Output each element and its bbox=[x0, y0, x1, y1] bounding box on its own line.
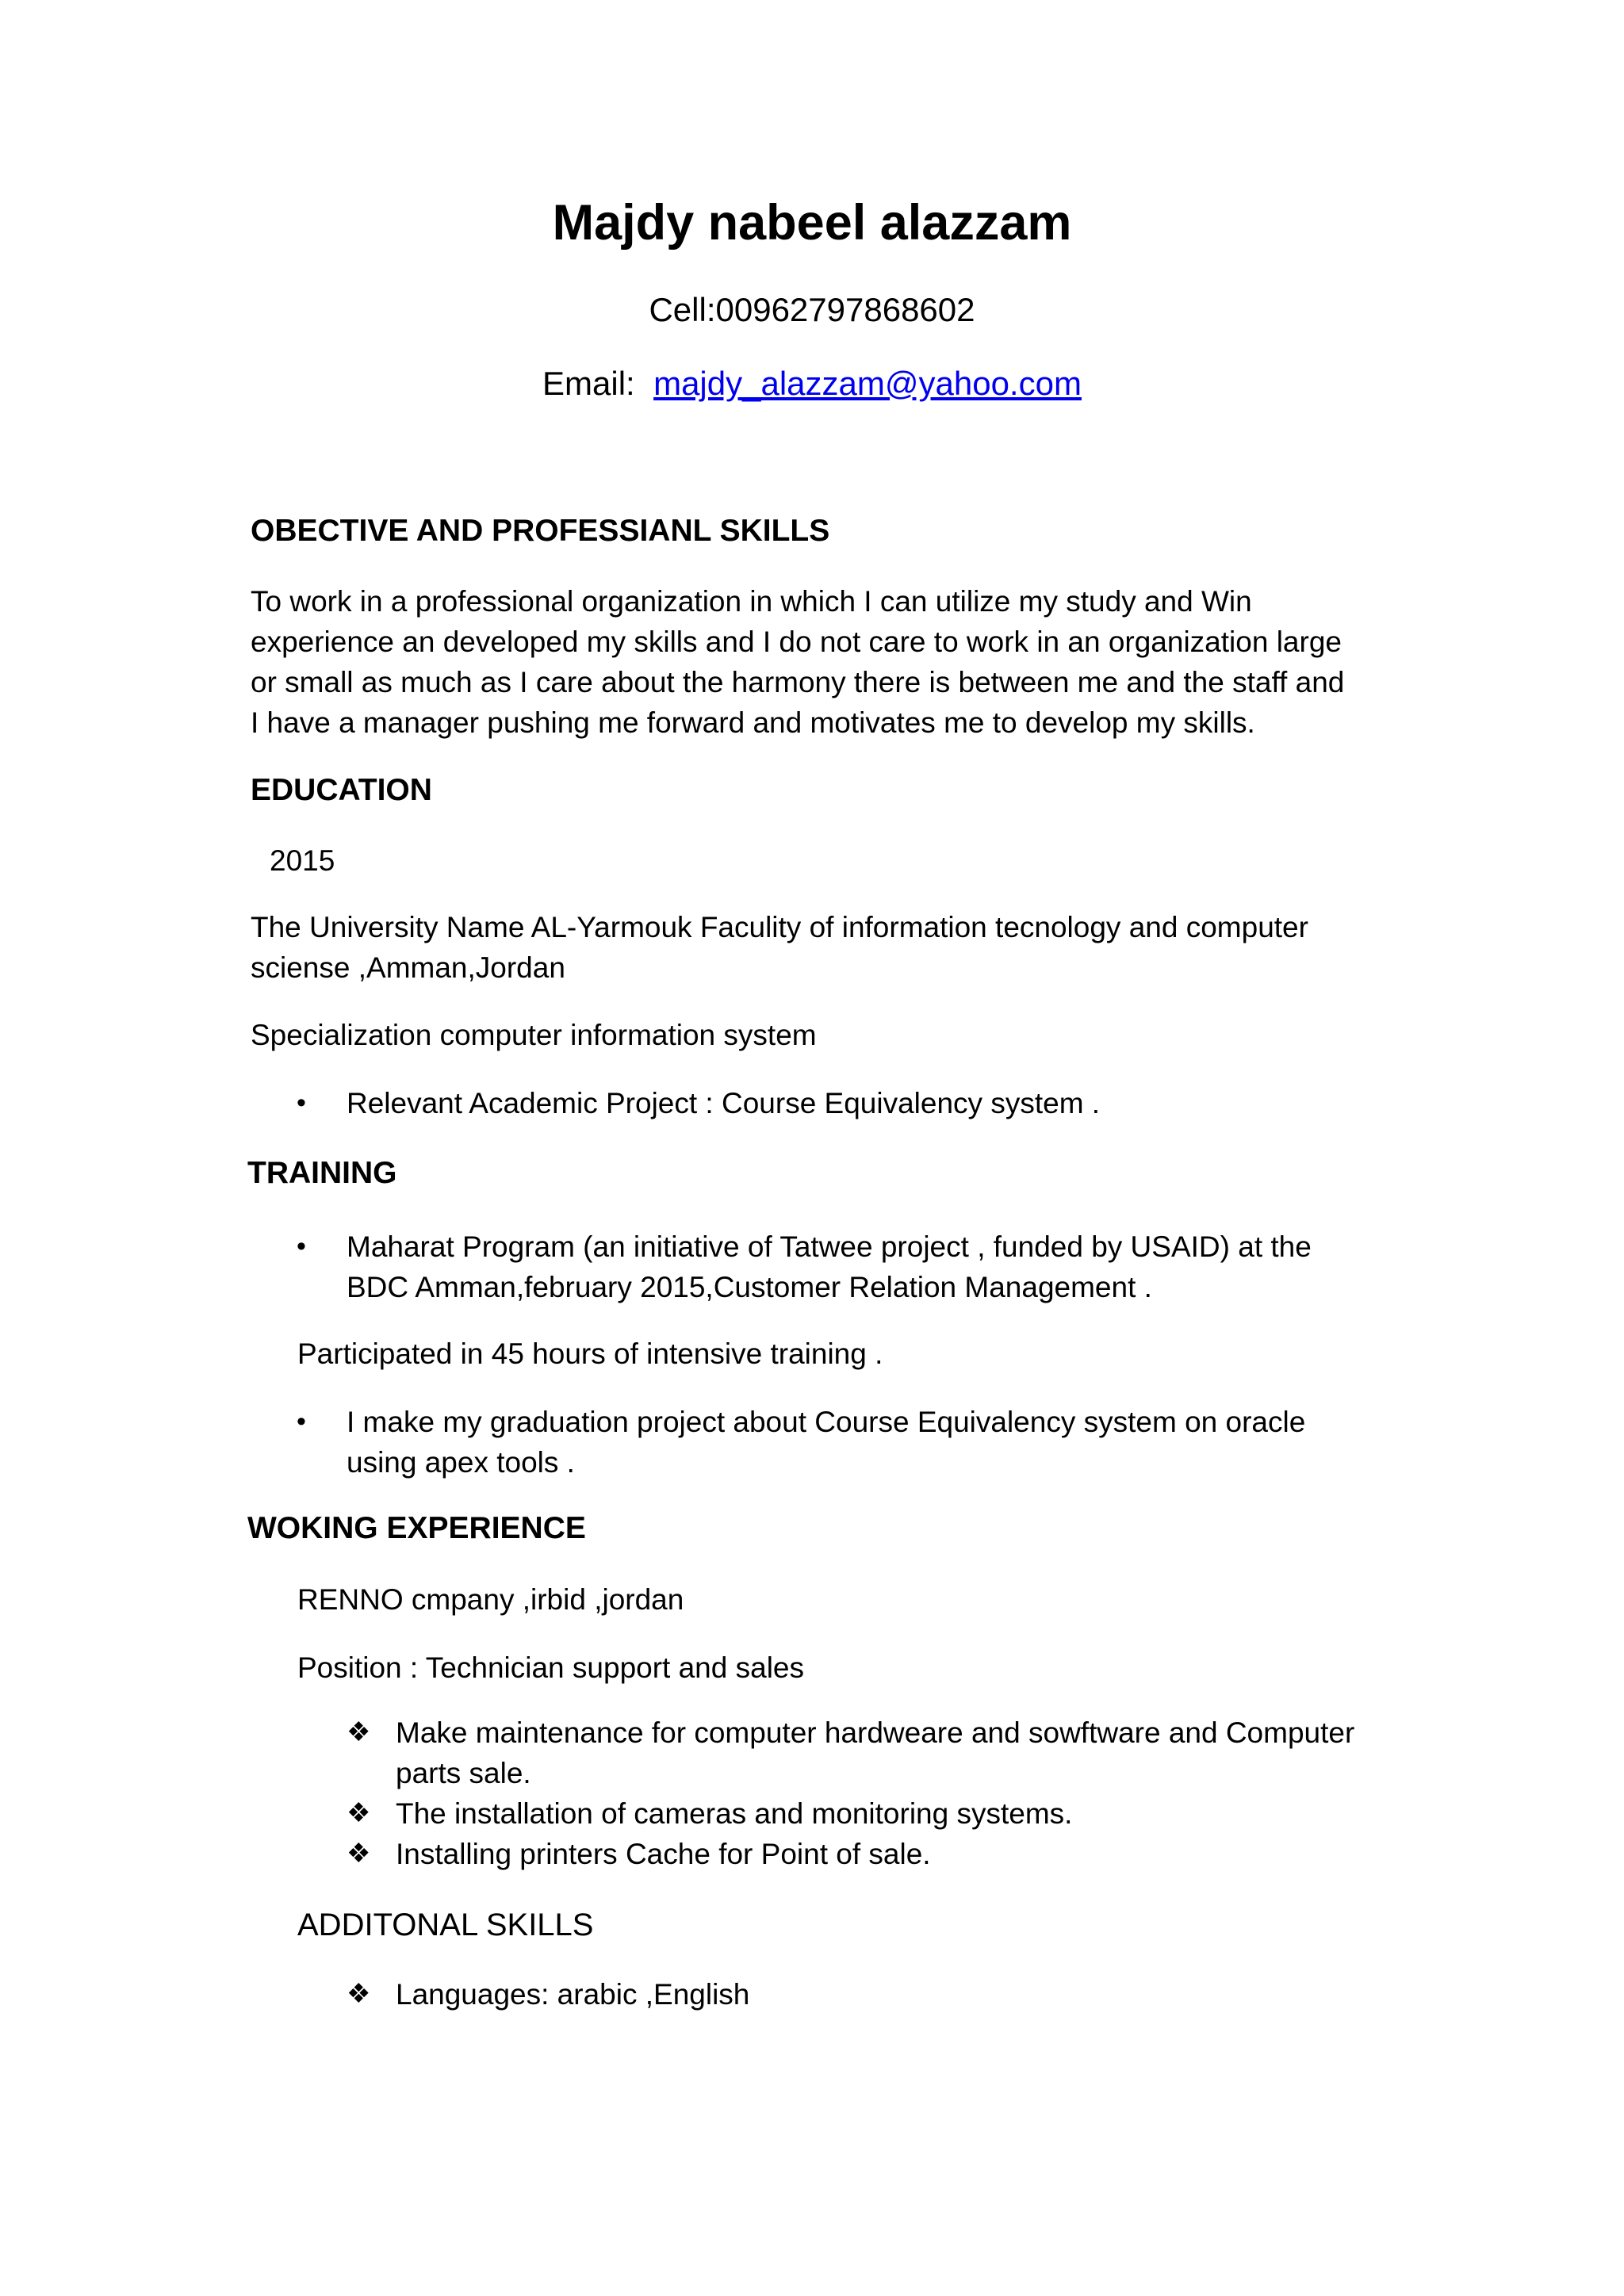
company: RENNO cmpany ,irbid ,jordan bbox=[297, 1583, 684, 1616]
training-heading: TRAINING bbox=[247, 1156, 397, 1190]
experience-item-line: Installing printers Cache for Point of sale. bbox=[396, 1838, 931, 1870]
experience-item-line: Make maintenance for computer hardweare and sowftware and Computer bbox=[396, 1716, 1355, 1749]
education-year: 2015 bbox=[270, 844, 335, 877]
objective-line: To work in a professional organization in which I can utilize my study and Win bbox=[251, 585, 1252, 618]
diamond-bullet-icon: ❖ bbox=[347, 1839, 371, 1869]
diamond-bullet-icon: ❖ bbox=[347, 1717, 371, 1747]
objective-line: experience an developed my skills and I do not care to work in an organization large bbox=[251, 626, 1342, 658]
email-line bbox=[0, 362, 1624, 405]
cell-phone: Cell:00962797868602 bbox=[649, 291, 975, 328]
experience-item-line: The installation of cameras and monitoring systems. bbox=[396, 1797, 1073, 1830]
training-item-line: I make my graduation project about Course Equivalency system on oracle bbox=[347, 1406, 1306, 1438]
objective-line: I have a manager pushing me forward and motivates me to develop my skills. bbox=[251, 706, 1255, 739]
university-line: The University Name AL-Yarmouk Faculity of information tecnology and computer bbox=[251, 911, 1308, 943]
objective-line: or small as much as I care about the harmony there is between me and the staff and bbox=[251, 666, 1345, 698]
training-item-line: BDC Amman,february 2015,Customer Relation Management . bbox=[347, 1271, 1152, 1303]
experience-item-line: parts sale. bbox=[396, 1757, 531, 1789]
education-heading: EDUCATION bbox=[251, 773, 432, 807]
diamond-bullet-icon: ❖ bbox=[347, 1979, 371, 2009]
specialization: Specialization computer information system bbox=[251, 1019, 817, 1051]
academic-project: Relevant Academic Project : Course Equivalency system . bbox=[347, 1087, 1101, 1119]
email-link[interactable]: majdy_alazzam@yahoo.com bbox=[653, 365, 1082, 402]
candidate-name: Majdy nabeel alazzam bbox=[552, 195, 1072, 251]
objective-heading: OBECTIVE AND PROFESSIANL SKILLS bbox=[251, 514, 830, 548]
training-hours: Participated in 45 hours of intensive training . bbox=[297, 1337, 883, 1370]
bullet-dot-icon: • bbox=[297, 1088, 306, 1118]
bullet-dot-icon: • bbox=[297, 1231, 306, 1261]
experience-heading: WOKING EXPERIENCE bbox=[247, 1511, 586, 1545]
training-item-line: using apex tools . bbox=[347, 1446, 575, 1479]
email-label: Email: bbox=[542, 365, 635, 402]
additional-skills-heading: ADDITONAL SKILLS bbox=[297, 1908, 594, 1942]
languages-skill: Languages: arabic ,English bbox=[396, 1978, 750, 2011]
university-line: sciense ,Amman,Jordan bbox=[251, 951, 565, 984]
bullet-dot-icon: • bbox=[297, 1406, 306, 1437]
diamond-bullet-icon: ❖ bbox=[347, 1798, 371, 1828]
training-item-line: Maharat Program (an initiative of Tatwee project , funded by USAID) at the bbox=[347, 1230, 1312, 1263]
position: Position : Technician support and sales bbox=[297, 1651, 804, 1684]
